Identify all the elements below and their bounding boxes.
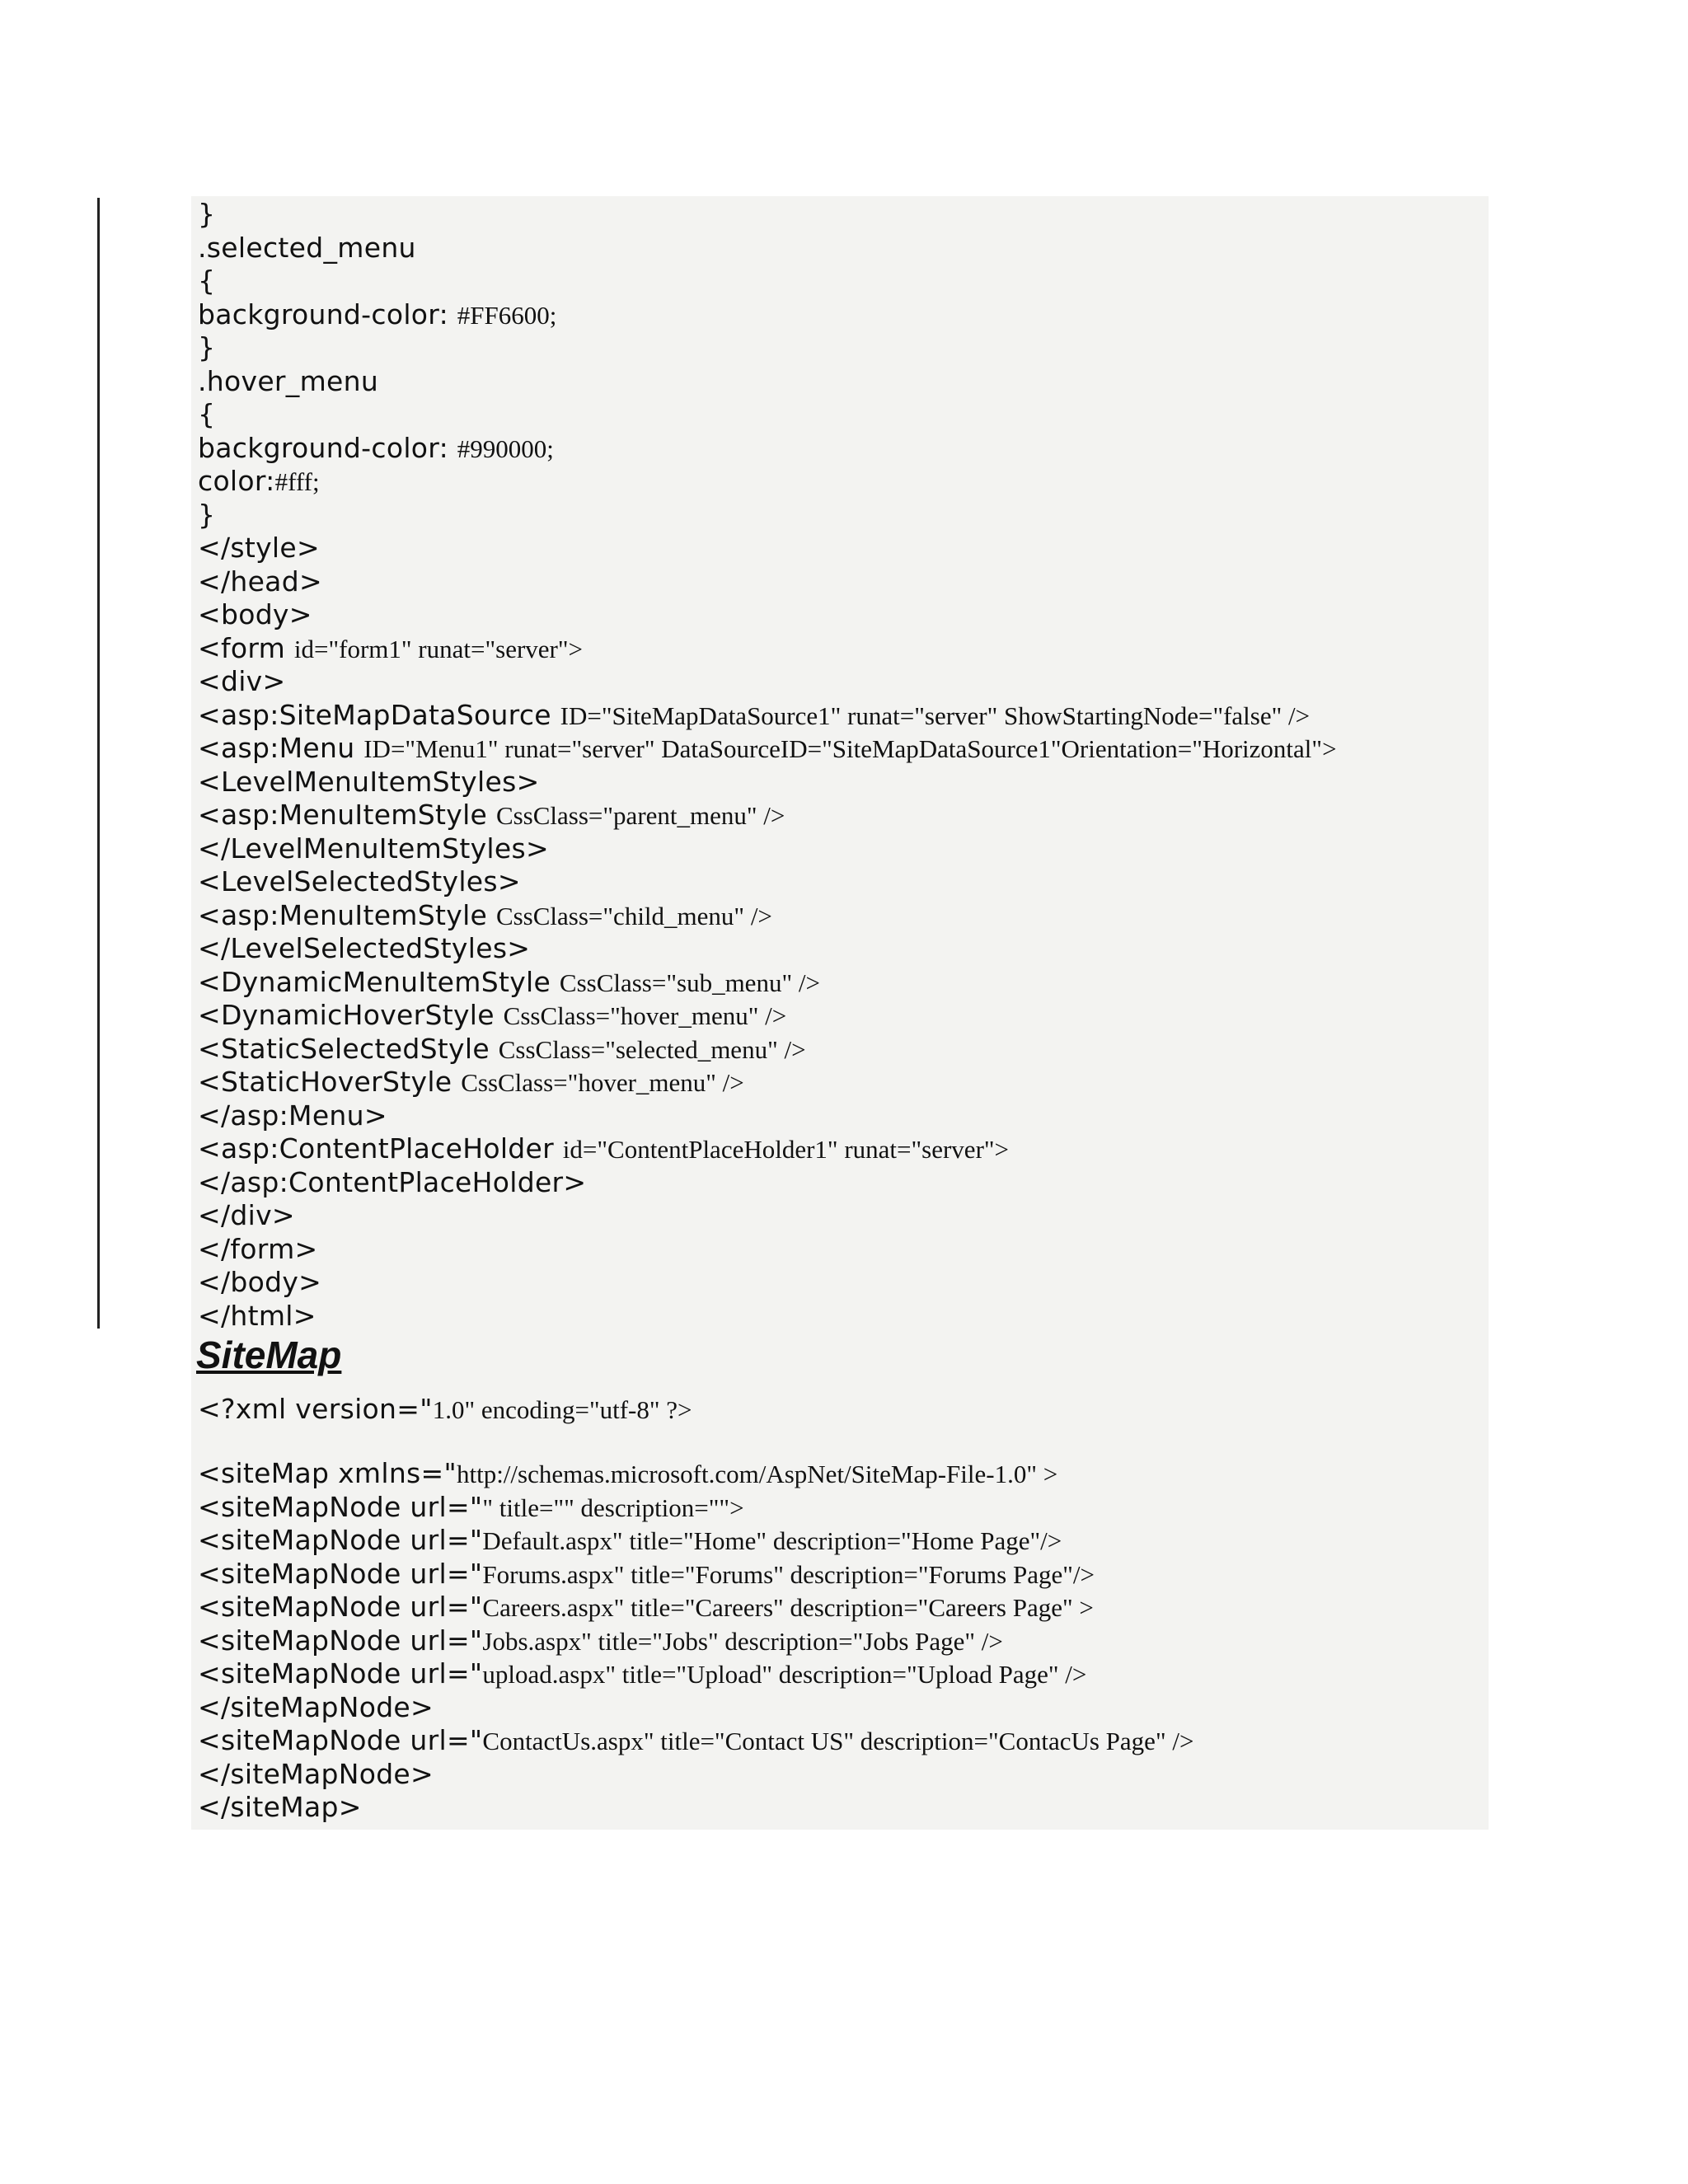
- code-token: <asp:MenuItemStyle: [198, 898, 496, 931]
- code-line: [198, 832, 1337, 866]
- code-line: [198, 899, 1337, 933]
- code-token: </body>: [198, 1266, 322, 1298]
- code-token: <LevelSelectedStyles>: [198, 865, 521, 898]
- code-token: <siteMapNode url=": [198, 1624, 483, 1657]
- code-line: [198, 331, 1337, 365]
- code-token: </asp:ContentPlaceHolder>: [198, 1165, 587, 1198]
- code-line: [198, 1199, 1337, 1233]
- code-line: [198, 1524, 1193, 1558]
- code-line: [198, 1791, 1193, 1825]
- code-line: [198, 365, 1337, 399]
- code-value: Careers.aspx" title="Careers" description="Careers Page" >: [482, 1593, 1094, 1622]
- code-line: [198, 1132, 1337, 1166]
- code-token: <siteMapNode url=": [198, 1591, 483, 1623]
- code-value: Forums.aspx" title="Forums" description="Forums Page"/>: [482, 1559, 1095, 1589]
- code-value: Default.aspx" title="Home" description="Home Page"/>: [482, 1526, 1062, 1555]
- code-line: [198, 966, 1337, 1000]
- code-line: [198, 1591, 1193, 1624]
- code-value: CssClass="selected_menu" />: [498, 1034, 806, 1064]
- code-token: <DynamicHoverStyle: [198, 999, 504, 1031]
- code-line: [198, 398, 1337, 432]
- code-token: <DynamicMenuItemStyle: [198, 965, 560, 998]
- code-token: <siteMapNode url=": [198, 1490, 483, 1523]
- code-value: id="ContentPlaceHolder1" runat="server">: [562, 1135, 1010, 1164]
- css-html-code-block: [198, 198, 1337, 1333]
- code-token: </asp:Menu>: [198, 1099, 387, 1132]
- code-token: <StaticSelectedStyle: [198, 1032, 499, 1065]
- code-token: <asp:Menu: [198, 732, 364, 764]
- code-line: [198, 198, 1337, 232]
- code-line: [198, 932, 1337, 966]
- code-value: Jobs.aspx" title="Jobs" description="Jobs Page" />: [482, 1626, 1003, 1656]
- code-line: [198, 1457, 1193, 1491]
- sitemap-xml-block: [198, 1457, 1193, 1825]
- code-token: <form: [198, 631, 294, 664]
- code-token: background-color:: [198, 431, 457, 464]
- code-value: ID="SiteMapDataSource1" runat="server" ShowStartingNode="false" />: [560, 701, 1311, 730]
- code-line: [198, 799, 1337, 832]
- code-line: [198, 565, 1337, 599]
- code-token: {: [198, 265, 216, 297]
- code-value: " title="" description="">: [482, 1493, 744, 1522]
- code-token: </div>: [198, 1199, 295, 1231]
- code-value: #FF6600;: [457, 300, 557, 330]
- code-line: [198, 1558, 1193, 1591]
- code-token: </siteMap>: [198, 1791, 362, 1823]
- code-token: </head>: [198, 565, 322, 598]
- code-value: CssClass="parent_menu" />: [495, 801, 785, 830]
- code-value: CssClass="hover_menu" />: [503, 1001, 787, 1030]
- code-line: [198, 1166, 1337, 1200]
- code-token: <asp:ContentPlaceHolder: [198, 1132, 563, 1165]
- code-token: <LevelMenuItemStyles>: [198, 765, 540, 798]
- code-token: color:: [198, 465, 275, 497]
- code-line: [198, 1657, 1193, 1691]
- code-value: ContactUs.aspx" title="Contact US" description="ContacUs Page" />: [482, 1727, 1194, 1755]
- code-token: </LevelSelectedStyles>: [198, 932, 531, 964]
- code-line: [198, 632, 1337, 666]
- code-token: </siteMapNode>: [198, 1757, 434, 1790]
- code-token: .selected_menu: [198, 231, 416, 264]
- code-line: [198, 598, 1337, 632]
- code-line: [198, 1491, 1193, 1525]
- code-line: [198, 432, 1337, 466]
- code-value: http://schemas.microsoft.com/AspNet/SiteMap-File-1.0" >: [456, 1460, 1058, 1488]
- code-line: [198, 1758, 1193, 1792]
- xml-declaration-block: [198, 1393, 692, 1427]
- code-token: .hover_menu: [198, 364, 379, 397]
- code-line: [198, 1066, 1337, 1099]
- code-token: </LevelMenuItemStyles>: [198, 832, 549, 865]
- code-token: {: [198, 398, 216, 430]
- code-value: CssClass="hover_menu" />: [461, 1068, 744, 1097]
- code-line: [198, 465, 1337, 499]
- code-line: [198, 766, 1337, 799]
- code-line: [198, 1624, 1193, 1658]
- code-value: upload.aspx" title="Upload" description="Upload Page" />: [482, 1660, 1087, 1689]
- code-line: [198, 1393, 692, 1427]
- code-line: [198, 665, 1337, 699]
- code-token: }: [198, 198, 216, 230]
- code-line: [198, 732, 1337, 766]
- code-line: [198, 1099, 1337, 1133]
- code-line: [198, 298, 1337, 332]
- code-value: CssClass="child_menu" />: [495, 901, 772, 930]
- code-token: <siteMapNode url=": [198, 1657, 483, 1690]
- code-token: </form>: [198, 1232, 318, 1265]
- code-line: [198, 699, 1337, 733]
- code-line: [198, 865, 1337, 899]
- code-value: 1.0" encoding="utf-8" ?>: [432, 1395, 692, 1424]
- code-line: [198, 1233, 1337, 1267]
- code-token: </siteMapNode>: [198, 1690, 434, 1723]
- code-token: <div>: [198, 665, 286, 697]
- code-line: [198, 1691, 1193, 1725]
- code-value: id="form1" runat="server">: [293, 634, 584, 663]
- code-line: [198, 265, 1337, 298]
- code-value: CssClass="sub_menu" />: [559, 968, 820, 997]
- change-bar: [97, 198, 100, 1329]
- code-line: [198, 499, 1337, 532]
- code-line: [198, 1300, 1337, 1333]
- sitemap-heading: SiteMap: [196, 1333, 342, 1376]
- code-token: }: [198, 498, 216, 531]
- code-token: <siteMapNode url=": [198, 1724, 483, 1756]
- code-token: }: [198, 331, 216, 363]
- code-token: <siteMap xmlns=": [198, 1457, 457, 1489]
- code-token: <siteMapNode url=": [198, 1524, 483, 1556]
- code-token: <siteMapNode url=": [198, 1557, 483, 1590]
- code-value: #990000;: [457, 434, 554, 463]
- code-line: [198, 1724, 1193, 1758]
- code-token: <asp:SiteMapDataSource: [198, 698, 560, 731]
- code-line: [198, 1266, 1337, 1300]
- code-token: <asp:MenuItemStyle: [198, 799, 496, 831]
- code-value: ID="Menu1" runat="server" DataSourceID="SiteMapDataSource1"Orientation="Horizontal">: [363, 734, 1337, 763]
- code-token: <StaticHoverStyle: [198, 1066, 462, 1098]
- code-line: [198, 232, 1337, 265]
- code-token: </html>: [198, 1299, 316, 1332]
- code-token: <body>: [198, 598, 312, 630]
- code-token: </style>: [198, 532, 320, 564]
- code-line: [198, 532, 1337, 565]
- code-line: [198, 999, 1337, 1033]
- code-value: #fff;: [274, 467, 320, 496]
- code-line: [198, 1033, 1337, 1066]
- code-token: background-color:: [198, 298, 457, 330]
- code-token: <?xml version=": [198, 1393, 433, 1425]
